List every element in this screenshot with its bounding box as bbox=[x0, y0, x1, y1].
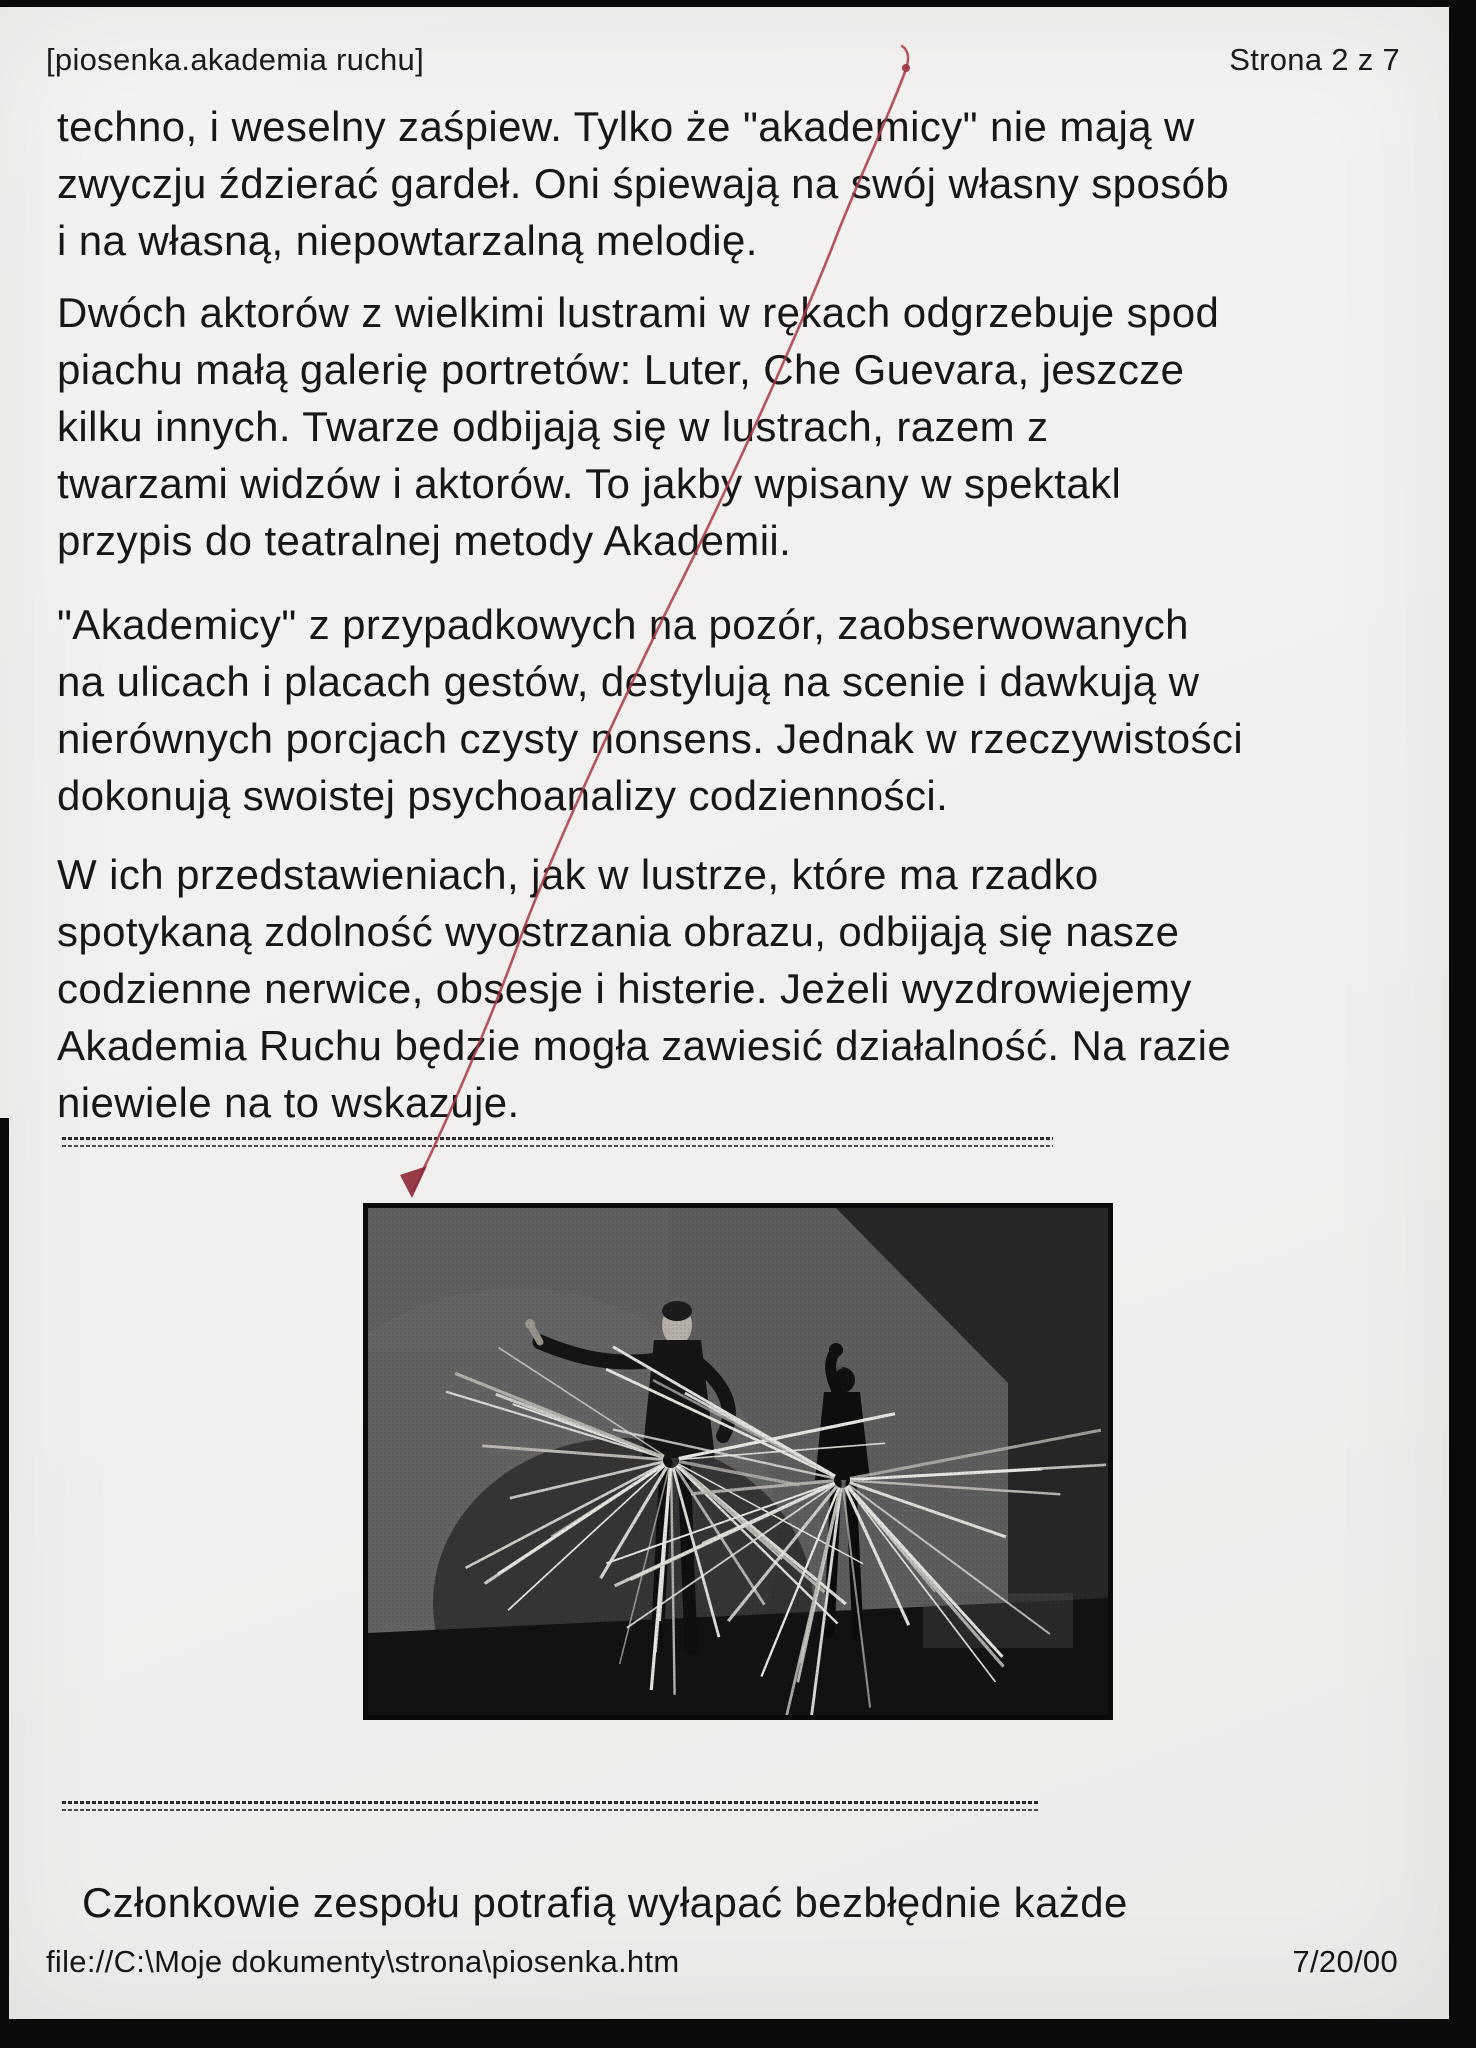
text-line: W ich przedstawieniach, jak w lustrze, które ma rzadko bbox=[57, 851, 1099, 898]
text-line: piachu małą galerię portretów: Luter, Che Guevara, jeszcze bbox=[57, 346, 1185, 393]
closing-line: Członkowie zespołu potrafią wyłapać bezbłędnie każde bbox=[82, 1879, 1128, 1926]
text-line: kilku innych. Twarze odbijają się w lustrach, razem z bbox=[57, 403, 1049, 450]
text-line: Akademia Ruchu będzie mogła zawiesić działalność. Na razie bbox=[57, 1022, 1232, 1069]
header-page-indicator: Strona 2 z 7 bbox=[1229, 42, 1400, 77]
scan-edge-top bbox=[0, 0, 1476, 7]
text-line: "Akademicy" z przypadkowych na pozór, zaobserwowanych bbox=[57, 601, 1189, 648]
performance-photo bbox=[363, 1203, 1113, 1720]
header-title: [piosenka.akademia ruchu] bbox=[46, 42, 425, 77]
body-paragraph bbox=[57, 846, 1231, 1131]
text-line: techno, i weselny zaśpiew. Tylko że "akademicy" nie mają w bbox=[57, 103, 1195, 150]
text-line: twarzami widzów i aktorów. To jakby wpisany w spektakl bbox=[57, 460, 1122, 507]
divider-rule-upper bbox=[62, 1137, 1053, 1148]
divider-rule-lower bbox=[62, 1801, 1038, 1812]
text-line: nierównych porcjach czysty nonsens. Jednak w rzeczywistości bbox=[57, 715, 1244, 762]
text-line: codzienne nerwice, obsesje i histerie. Jeżeli wyzdrowiejemy bbox=[57, 965, 1192, 1012]
body-paragraph bbox=[57, 596, 1243, 824]
text-line: dokonują swoistej psychoanalizy codzienności. bbox=[57, 772, 949, 819]
footer-file-path: file://C:\Moje dokumenty\strona\piosenka.htm bbox=[46, 1944, 680, 1979]
text-line: przypis do teatralnej metody Akademii. bbox=[57, 517, 792, 564]
performance-photo-art bbox=[368, 1208, 1108, 1715]
text-line: i na własną, niepowtarzalną melodię. bbox=[57, 217, 758, 264]
scan-edge-right bbox=[1449, 0, 1476, 2048]
text-line: niewiele na to wskazuje. bbox=[57, 1079, 520, 1126]
scan-edge-left bbox=[0, 1118, 9, 2048]
scan-edge-bottom bbox=[0, 2019, 1476, 2048]
text-line: Dwóch aktorów z wielkimi lustrami w rękach odgrzebuje spod bbox=[57, 289, 1220, 336]
footer-date: 7/20/00 bbox=[1292, 1944, 1398, 1979]
text-line: na ulicach i placach gestów, destylują na scenie i dawkują w bbox=[57, 658, 1200, 705]
body-paragraph bbox=[57, 98, 1229, 269]
body-paragraph bbox=[57, 284, 1219, 569]
text-line: zwyczju ździerać gardeł. Oni śpiewają na swój własny sposób bbox=[57, 160, 1230, 207]
text-line: spotykaną zdolność wyostrzania obrazu, odbijają się nasze bbox=[57, 908, 1180, 955]
